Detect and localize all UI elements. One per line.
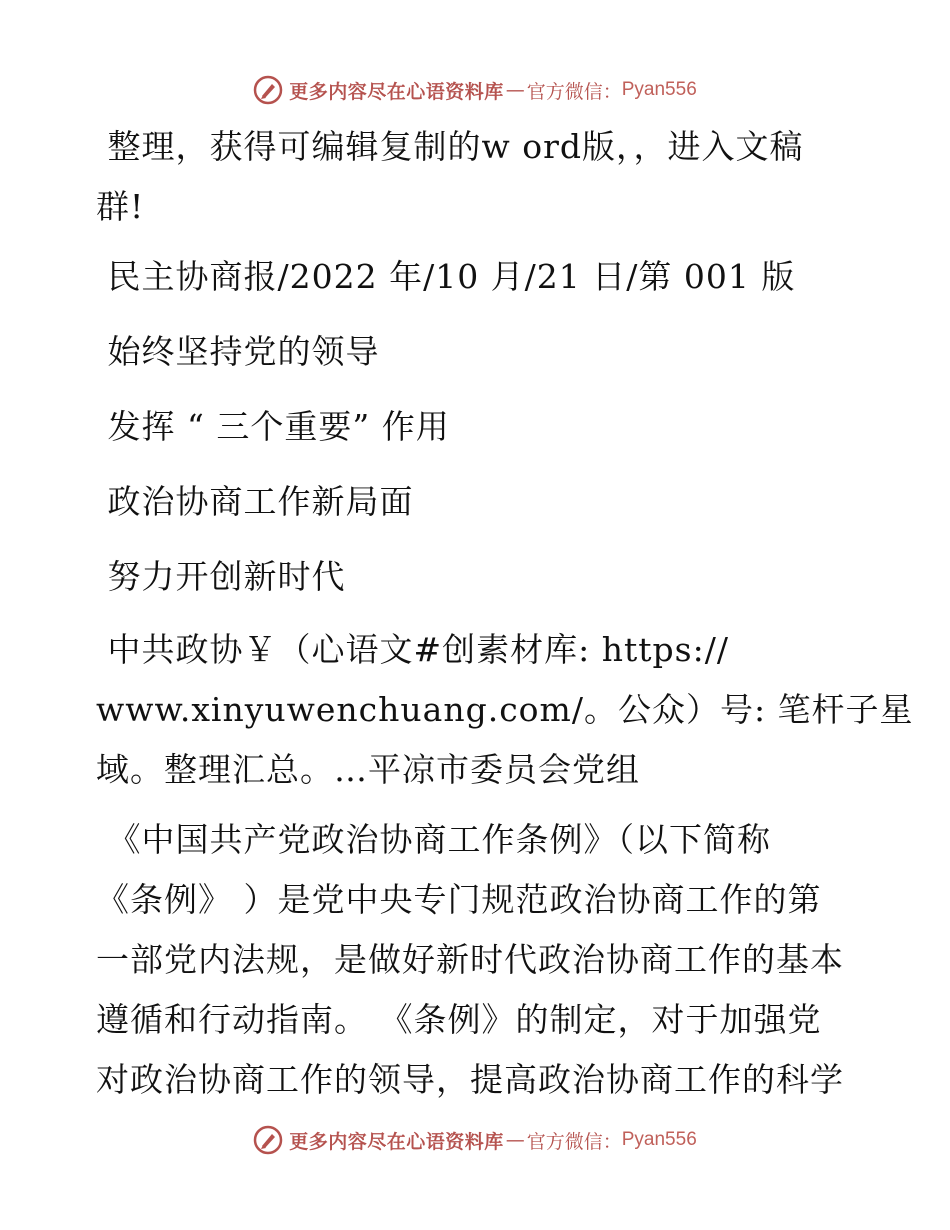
text-line: 中共政协￥（心语文#创素材库: https:// [96,630,729,669]
text-line: 遵循和行动指南。 《条例》的制定，对于加强党 [96,1000,822,1039]
watermark-separator: — [505,1129,525,1151]
text-line: 《条例》 ）是党中央专门规范政治协商工作的第 [96,880,822,919]
text-line: 发挥 “ 三个重要” 作用 [96,407,450,446]
text-line: 政治协商工作新局面 [96,482,414,521]
text-line: 整理，获得可编辑复制的w ord版，，进入文稿 [96,127,804,166]
watermark-wechat-id: Pyan556 [621,79,697,100]
text-line: 始终坚持党的领导 [96,332,380,371]
pen-seal-icon [253,1125,283,1155]
pen-seal-icon [253,75,283,105]
watermark-banner-top [0,70,950,110]
text-line: 《中国共产党政治协商工作条例》（以下简称 [96,820,771,859]
watermark-wechat-label: 官方微信： [526,1130,622,1153]
text-line: 民主协商报/2022 年/10 月/21 日/第 001 版 [96,257,796,296]
watermark-text: 更多内容尽在心语资料库 [289,80,504,103]
watermark-wechat-label: 官方微信： [526,80,622,103]
text-line: 群! [96,187,145,226]
watermark-wechat-id: Pyan556 [621,1129,697,1150]
text-line: 努力开创新时代 [96,557,346,596]
text-line: 对政治协商工作的领导，提高政治协商工作的科学 [96,1060,844,1099]
text-line: www.xinyuwenchuang.com/。公众）号: 笔杆子星 [96,690,914,729]
text-line: 域。整理汇总。…平凉市委员会党组 [96,750,640,789]
watermark-separator: — [505,79,525,101]
watermark-text: 更多内容尽在心语资料库 [289,1130,504,1153]
watermark-banner-bottom [0,1120,950,1160]
text-line: 一部党内法规，是做好新时代政治协商工作的基本 [96,940,844,979]
